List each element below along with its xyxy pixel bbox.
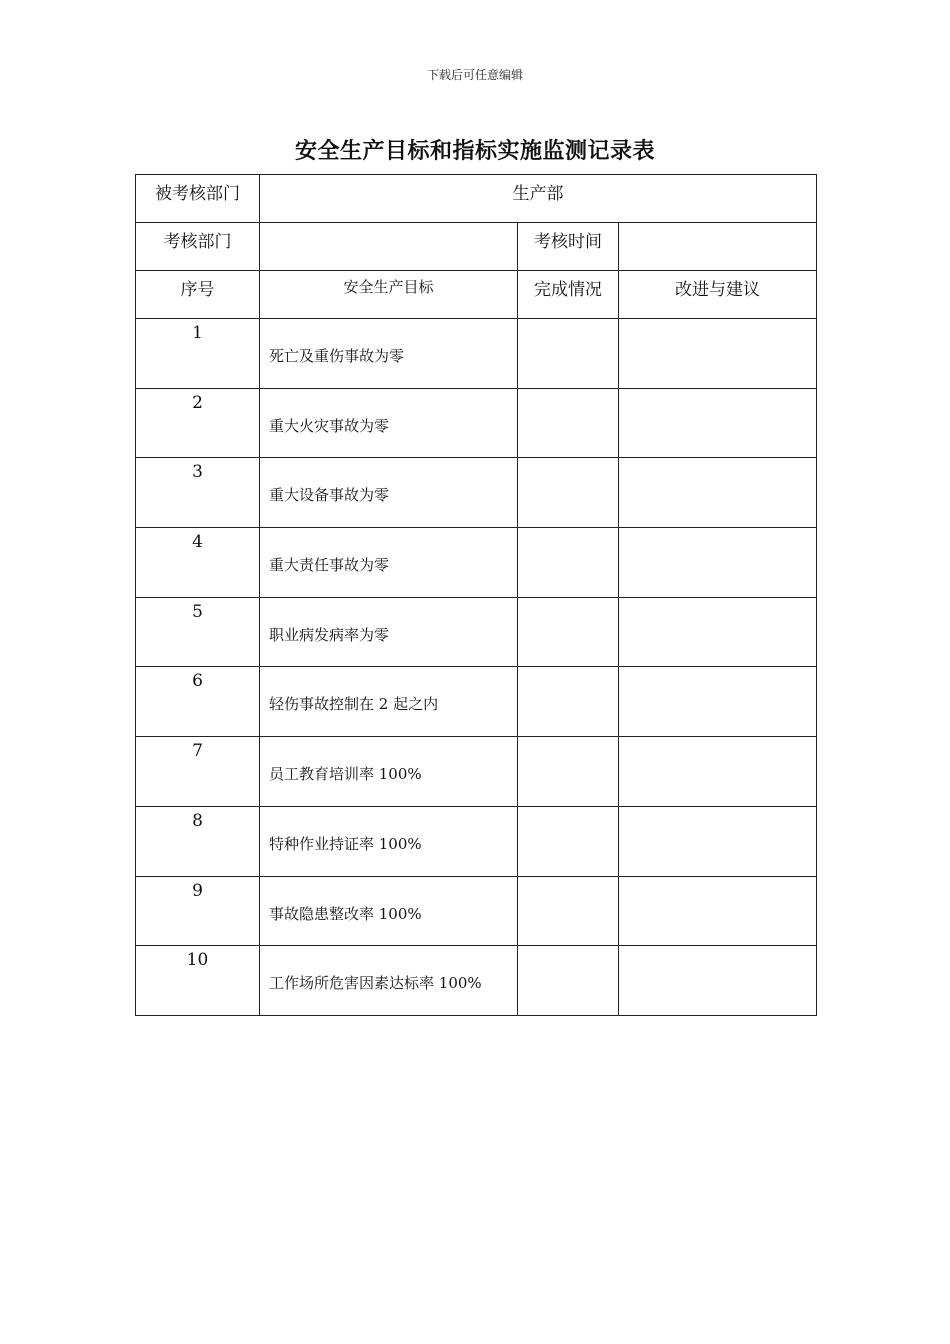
row-goal: 重大责任事故为零 — [269, 556, 390, 575]
row-seq: 3 — [192, 462, 203, 483]
row-seq: 1 — [192, 323, 203, 343]
row-goal: 职业病发病率为零 — [269, 625, 390, 644]
row-seq-cell — [136, 737, 260, 807]
column-header-status-cell — [518, 271, 619, 319]
row-seq: 2 — [192, 392, 203, 413]
row-suggestion-cell[interactable] — [619, 597, 817, 667]
row-seq-cell — [136, 528, 260, 598]
row-goal: 员工教育培训率 100% — [269, 765, 422, 784]
row-goal-cell — [260, 806, 518, 876]
document-title: 安全生产目标和指标实施监测记录表 — [294, 138, 655, 164]
row-goal: 工作场所危害因素达标率 100% — [269, 974, 482, 993]
assessing-dept-label-cell — [136, 223, 260, 271]
row-goal: 死亡及重伤事故为零 — [269, 347, 405, 365]
column-header-row — [136, 271, 817, 319]
assessing-dept-value — [260, 223, 517, 227]
row-suggestion-cell[interactable] — [619, 737, 817, 807]
row-suggestion-cell[interactable] — [619, 876, 817, 946]
row-seq: 4 — [192, 532, 203, 553]
row-status-cell[interactable] — [518, 528, 619, 598]
row-goal-cell — [260, 876, 518, 946]
table-row — [136, 876, 817, 946]
row-seq-cell — [136, 876, 260, 946]
row-seq-cell — [136, 946, 260, 1016]
table-row — [136, 458, 817, 528]
row-seq-cell — [136, 667, 260, 737]
row-seq-cell — [136, 806, 260, 876]
row-seq-cell — [136, 319, 260, 389]
row-status-cell[interactable] — [518, 667, 619, 737]
row-suggestion-cell[interactable] — [619, 806, 817, 876]
row-goal: 重大火灾事故为零 — [269, 416, 390, 435]
row-goal-cell — [260, 319, 518, 389]
table-row — [136, 737, 817, 807]
column-header-seq-cell — [136, 271, 260, 319]
row-goal-cell — [260, 388, 518, 458]
assessment-time-value — [619, 223, 816, 227]
assessment-time-label: 考核时间 — [534, 232, 602, 252]
header-note: 下载后可任意编辑 — [426, 68, 523, 82]
row-goal-cell — [260, 458, 518, 528]
row-goal-cell — [260, 946, 518, 1016]
column-header-goal-cell — [260, 271, 518, 319]
row-goal: 特种作业持证率 100% — [269, 834, 422, 853]
assessing-dept-row — [136, 223, 817, 271]
assessment-time-label-cell — [518, 223, 619, 271]
table-row — [136, 388, 817, 458]
table-row — [136, 806, 817, 876]
column-header-status: 完成情况 — [534, 280, 602, 300]
row-status-cell[interactable] — [518, 876, 619, 946]
table-row — [136, 667, 817, 737]
row-seq-cell — [136, 388, 260, 458]
assessed-dept-value-cell[interactable] — [260, 175, 817, 223]
row-status-cell[interactable] — [518, 319, 619, 389]
row-goal-cell — [260, 597, 518, 667]
assessed-dept-value: 生产部 — [512, 184, 564, 204]
row-seq: 8 — [192, 810, 203, 831]
row-goal-cell — [260, 737, 518, 807]
row-goal-cell — [260, 528, 518, 598]
column-header-suggestion-cell — [619, 271, 817, 319]
row-suggestion-cell[interactable] — [619, 458, 817, 528]
row-seq-cell — [136, 458, 260, 528]
assessed-dept-label: 被考核部门 — [155, 184, 240, 204]
row-suggestion-cell[interactable] — [619, 946, 817, 1016]
table-row — [136, 528, 817, 598]
assessment-time-value-cell[interactable] — [619, 223, 817, 271]
row-goal: 事故隐患整改率 100% — [269, 904, 422, 923]
row-seq: 7 — [192, 741, 203, 762]
assessing-dept-label: 考核部门 — [163, 232, 232, 252]
row-suggestion-cell[interactable] — [619, 388, 817, 458]
row-seq: 9 — [192, 880, 203, 901]
table-row — [136, 319, 817, 389]
assessing-dept-value-cell[interactable] — [260, 223, 518, 271]
record-rows — [136, 319, 817, 1016]
column-header-suggestion: 改进与建议 — [675, 280, 760, 300]
row-status-cell[interactable] — [518, 597, 619, 667]
table-row — [136, 946, 817, 1016]
assessed-dept-row — [136, 175, 817, 223]
table-row — [136, 597, 817, 667]
column-header-goal: 安全生产目标 — [343, 278, 434, 296]
row-goal-cell — [260, 667, 518, 737]
row-seq: 6 — [192, 671, 203, 692]
assessed-dept-label-cell — [136, 175, 260, 223]
row-seq: 10 — [186, 950, 209, 971]
row-suggestion-cell[interactable] — [619, 528, 817, 598]
row-suggestion-cell[interactable] — [619, 667, 817, 737]
row-status-cell[interactable] — [518, 946, 619, 1016]
row-status-cell[interactable] — [518, 458, 619, 528]
row-goal: 轻伤事故控制在 2 起之内 — [269, 695, 439, 714]
row-suggestion-cell[interactable] — [619, 319, 817, 389]
row-seq: 5 — [192, 601, 203, 622]
row-goal: 重大设备事故为零 — [269, 486, 390, 505]
row-seq-cell — [136, 597, 260, 667]
row-status-cell[interactable] — [518, 737, 619, 807]
row-status-cell[interactable] — [518, 806, 619, 876]
column-header-seq: 序号 — [180, 280, 215, 300]
row-status-cell[interactable] — [518, 388, 619, 458]
monitoring-record-table — [135, 174, 817, 1016]
